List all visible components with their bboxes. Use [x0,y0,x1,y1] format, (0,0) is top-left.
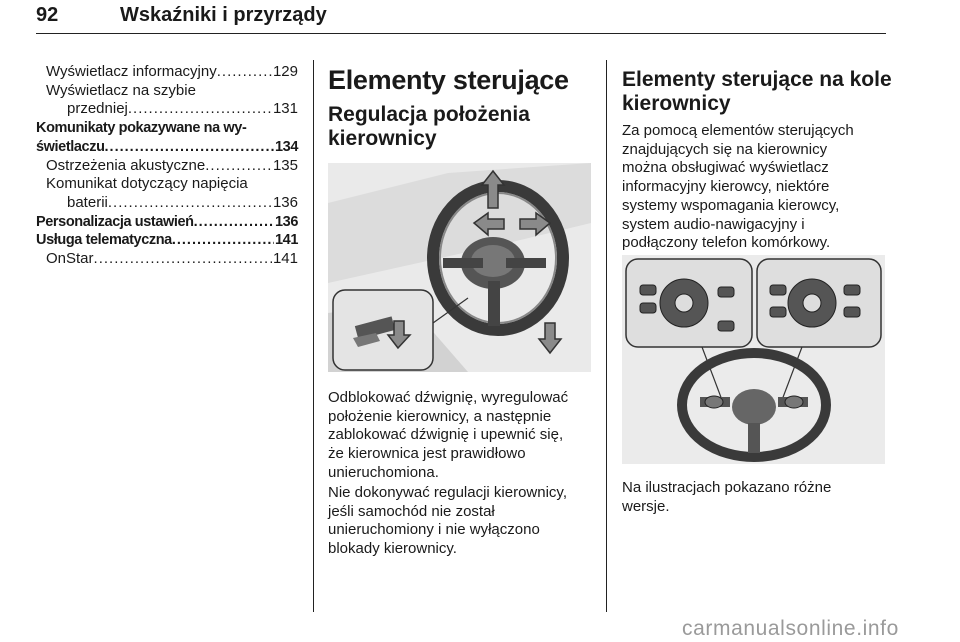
text-line: systemy wspomagania kierowcy, [622,196,840,214]
toc-label: przedniej [67,100,128,118]
toc-entry[interactable] [36,138,298,157]
text-line: że kierownica jest prawidłowo [328,445,526,463]
toc-entry[interactable] [36,82,298,101]
toc-entry[interactable] [36,119,298,138]
toc-label: Personalizacja ustawień [36,213,194,230]
toc-leader [217,63,272,82]
toc-entry[interactable] [36,213,298,232]
text-line: unieruchomiony i nie wyłączono [328,521,540,539]
toc-leader [94,250,272,269]
column-divider-1 [313,60,314,612]
toc-leader [128,100,272,119]
text-line: Za pomocą elementów sterujących [622,122,854,139]
toc-page: 136 [272,193,298,211]
paragraph-unlock [328,389,568,483]
toc-label: OnStar [46,250,94,268]
toc-label: baterii [67,193,108,211]
section-subtitle: Regulacja położenia kierownicy [328,103,530,150]
text-line: informacyjny kierowcy, niektóre [622,178,830,196]
text-line: Odblokować dźwignię, wyregulować [328,389,569,406]
page-number: 92 [36,4,59,26]
steering-wheel-controls-illustration [622,255,885,464]
text-line: wersje. [622,497,670,515]
text-line: położenie kierownicy, a następnie [328,407,552,425]
toc-entry[interactable] [36,194,298,213]
toc-entry[interactable] [36,175,298,194]
toc-entry[interactable] [36,63,298,82]
toc-entry[interactable] [36,231,298,250]
column-divider-2 [606,60,607,612]
text-line: podłączony telefon komórkowy. [622,234,831,252]
toc-leader [194,213,274,232]
text-line: można obsługiwać wyświetlacz [622,159,829,177]
toc-label: Wyświetlacz na szybie [46,81,196,99]
toc-page: 129 [272,63,298,80]
section-title: Elementy sterujące [328,65,569,95]
toc-label: świetlaczu [36,138,105,155]
toc-leader [205,157,272,176]
toc-label: Usługa telematyczna [36,232,172,249]
paragraph-warning [328,484,567,559]
toc-label: Ostrzeżenia akustyczne [46,156,206,174]
toc-entry[interactable] [36,100,298,119]
toc-leader [105,138,274,157]
text-line: znajdujących się na kierownicy [622,140,828,158]
toc-page: 141 [272,250,298,268]
text-line: blokady kierownicy. [328,540,457,558]
toc-leader [172,231,274,250]
toc-label: Komunikaty pokazywane na wy- [36,120,247,137]
text-line: Nie dokonywać regulacji kierownicy, [328,484,567,501]
header-rule [36,33,886,34]
text-line: jeśli samochód nie został [328,502,495,520]
toc-page: 131 [272,100,298,118]
table-of-contents [36,63,298,269]
text-line: zablokować dźwignię i upewnić się, [328,426,564,444]
text-line: system audio-nawigacyjny i [622,215,805,233]
chapter-title: Wskaźniki i przyrządy [120,4,327,26]
toc-label: Wyświetlacz informacyjny [46,63,217,80]
paragraph-controls [622,122,854,253]
toc-entry[interactable] [36,250,298,269]
text-line: unieruchomiona. [328,463,439,481]
toc-entry[interactable] [36,157,298,176]
toc-page: 135 [272,156,298,174]
watermark: carmanualsonline.info [682,617,899,640]
section2-title: Elementy sterujące na kole kierownicy [622,68,892,115]
toc-page: 136 [275,213,298,230]
text-line: Na ilustracjach pokazano różne [622,479,832,496]
paragraph-versions [622,479,831,516]
toc-page: 134 [275,138,298,155]
toc-leader [108,194,272,213]
toc-label: Komunikat dotyczący napięcia [46,175,248,193]
toc-page: 141 [275,232,298,249]
steering-adjustment-illustration [328,163,591,372]
